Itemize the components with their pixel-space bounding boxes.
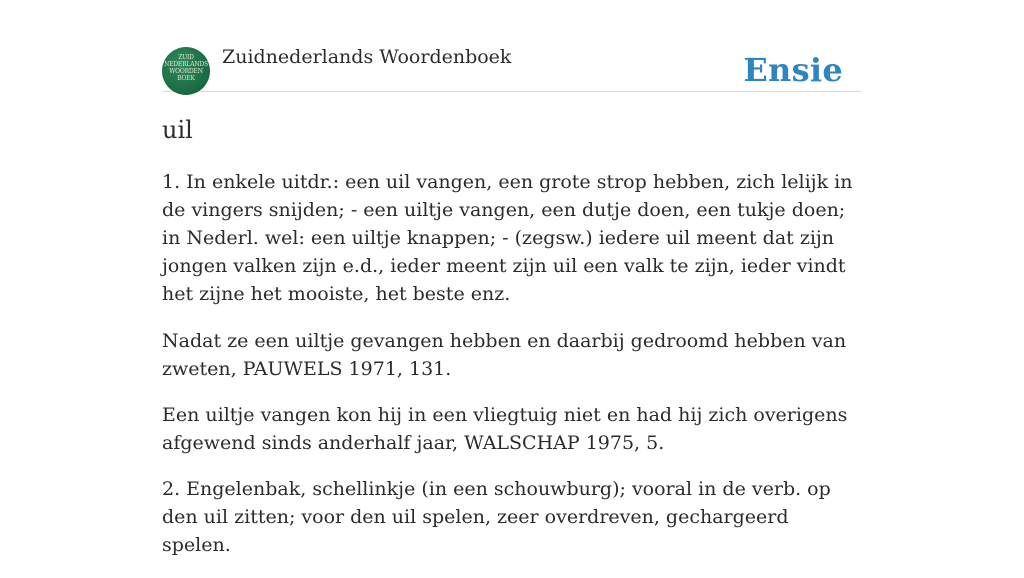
definition-2: 2. Engelenbak, schellinkje (in een schouwburg); vooral in de verb. op den uil zitten; voor den uil spelen, zeer overdreven, gechargeerd spelen. <box>162 478 831 556</box>
site-header <box>162 40 862 92</box>
quote-1: Nadat ze een uiltje gevangen hebben en daarbij gedroomd hebben van zweten, PAUWELS 1971, 131. <box>162 330 847 380</box>
page <box>162 0 862 556</box>
entry-content <box>162 168 862 578</box>
site-logo[interactable] <box>162 47 210 95</box>
headword: uil <box>162 116 193 144</box>
logo-text: ZUID NEDERLANDS WOORDEN BOEK <box>164 54 208 82</box>
quote-2: Een uiltje vangen kon hij in een vliegtuig niet en had hij zich overigens afgewend sinds anderhalf jaar, WALSCHAP 1975, 5. <box>162 404 848 454</box>
brand-logo[interactable]: Ensie <box>743 51 843 89</box>
site-title[interactable]: Zuidnederlands Woordenboek <box>222 46 512 68</box>
definition-1: 1. In enkele uitdr.: een uil vangen, een grote strop hebben, zich lelijk in de vingers snijden; - een uiltje vangen, een dutje doen, een tukje doen; in Nederl. wel: een uiltje knappen; - (zegsw.) iedere uil meent dat zijn jongen valken zijn e.d., ieder meent zijn uil een valk te zijn, ieder vindt het zijne het mooiste, het beste enz. <box>162 171 853 305</box>
